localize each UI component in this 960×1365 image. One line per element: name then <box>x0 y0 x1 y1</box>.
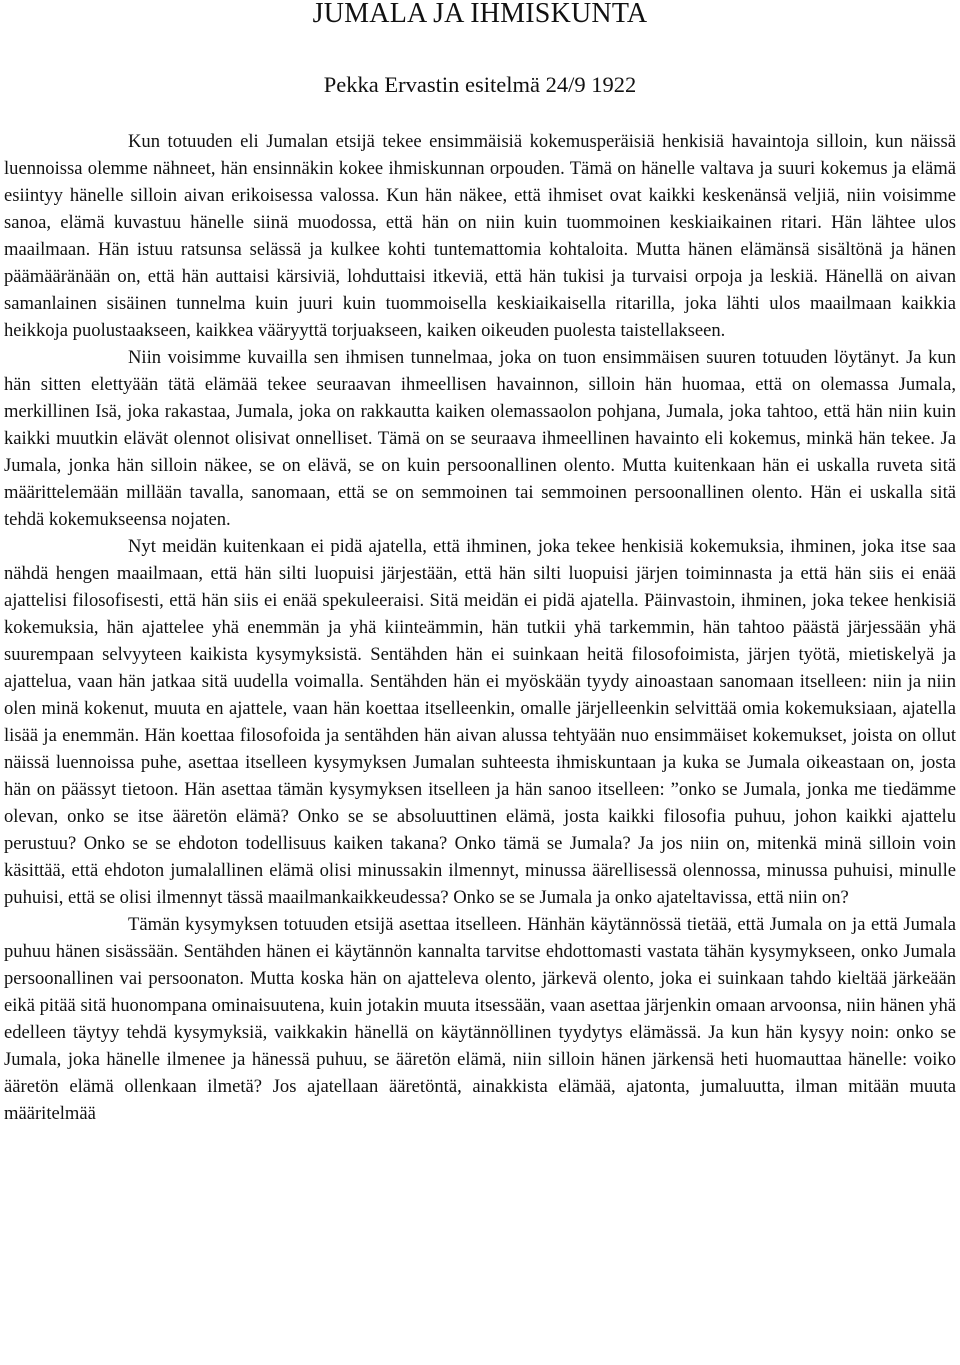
paragraph: Tämän kysymyksen totuuden etsijä asettaa itselleen. Hänhän käytännössä tietää, että Jumala on ja että Jumala puhuu hänen sisässään. Sentähden hänen ei käytännön kannalta tarvitse ehdottomasti vastata tähän kysymykseen, onko Jumala persoonallinen vai persoonaton. Mutta koska hän on ajatteleva olento, järkevä olento, joka ei suinkaan tahdo kieltää järkeään eikä pitää sitä huonompana ominaisuutena, kuin jotakin muuta itsessään, vaan asettaa järjenkin omaan arvoonsa, niin hänen yhä edelleen täytyy tehdä kysymyksiä, vaikkakin hänellä on käytännöllinen tyydytys elämässä. Ja kun hän kysyy noin: onko se Jumala, joka hänelle ilmenee ja hänessä puhuu, se ääretön elämä, niin silloin hänen järkensä heti huomauttaa hänelle: voiko ääretön elämä ollenkaan ilmetä? Jos ajatellaan ääretöntä, ainakkista elämää, ajatonta, jumaluutta, ilman mitään muuta määritelmää <box>4 914 956 1124</box>
paragraph: Kun totuuden eli Jumalan etsijä tekee ensimmäisiä kokemusperäisiä henkisiä havaintoja silloin, kun näissä luennoissa olemme nähneet, hän ensinnäkin kokee ihmiskunnan orpouden. Tämä on hänelle valtava ja suuri kokemus ja elämä esiintyy hänelle silloin aivan erikoisessa valossa. Kun hän näkee, että ihmiset ovat kaikki keskenänsä veljiä, niin voisimme sanoa, elämä kuvastuu hänelle siinä muodossa, että hän on niin kuin tuommoinen keskiaikainen ritari. Hän lähtee ulos maailmaan. Hän istuu ratsunsa selässä ja kulkee kohti tuntemattomia kohtaloita. Mutta hänen elämänsä sisältönä ja hänen päämääränään on, että hän auttaisi kärsiviä, lohduttaisi itkeviä, että hän tukisi ja turvaisi orpoja ja leskiä. Hänellä on aivan samanlainen sisäinen tunnelma kuin juuri kuin tuommoisella keskiaikaisella ritarilla, joka lähti ulos maailmaan kaikkia heikkoja puolustaakseen, kaikkea vääryyttä torjuakseen, kaiken oikeuden puolesta taistellakseen. <box>4 131 956 341</box>
document-subtitle: Pekka Ervastin esitelmä 24/9 1922 <box>323 72 637 97</box>
document-body <box>4 128 956 1127</box>
document-title: JUMALA JA IHMISKUNTA <box>312 0 648 29</box>
paragraph: Niin voisimme kuvailla sen ihmisen tunnelmaa, joka on tuon ensimmäisen suuren totuuden löytänyt. Ja kun hän sitten elettyään tätä elämää tekee seuraavan ihmeellisen havainnon, silloin hän huomaa, että on olemassa Jumala, merkillinen Isä, joka rakastaa, Jumala, joka on rakkautta kaiken olemassaolon pohjana, Jumala, joka tahtoo, että hän niin kuin kaikki muutkin elävät olennot olisivat onnelliset. Tämä on se seuraava ihmeellinen havainto eli kokemus, minkä hän tekee. Ja Jumala, jonka hän silloin näkee, se on elävä, se on kuin persoonallinen olento. Mutta kuitenkaan hän ei uskalla ruveta sitä määrittelemään millään tavalla, sanomaan, että se on semmoinen tai semmoinen persoonallinen olento. Hän ei uskalla sitä tehdä kokemukseensa nojaten. <box>4 347 956 530</box>
paragraph: Nyt meidän kuitenkaan ei pidä ajatella, että ihminen, joka tekee henkisiä kokemuksia, ihminen, joka itse saa nähdä hengen maailmaan, että hän silti luopuisi järjestään, että hän silti luopuisi järjen toiminnasta ja että hän siis ei enää ajattelisi filosofisesti, että hän siis ei enää spekuleeraisi. Sitä meidän ei pidä ajatella. Päinvastoin, ihminen, joka tekee henkisiä kokemuksia, hän ajattelee yhä enemmän ja yhä kiinteämmin, hän tutkii yhä tarkemmin, hän tahtoo päästä järjessään yhä suurempaan selvyyteen kaikista kysymyksistä. Sentähden hän ei suinkaan heitä filosofoimista, järjen työtä, mietiskelyä ja ajattelua, vaan hän jatkaa sitä uudella voimalla. Sentähden hän ei myöskään tyydy ainoastaan sanomaan itselleen: niin ja niin olen minä kokenut, muuta en ajattele, vaan hän koettaa itselleenkin, omalle järjelleenkin selvittää omia kokemuksiaan, ajatella lisää ja enemmän. Hän koettaa filosofoida ja sentähden hän aivan alussa tehtyään nuo ensimmäiset kokemukset, joista on ollut näissä luennoissa puhe, asettaa itselleen kysymyksen Jumalan suhteesta ihmiskuntaan ja kuka se Jumala oikeastaan on, josta hän on päässyt tietoon. Hän asettaa tämän kysymyksen itselleen ja hän sanoo itselleen: ”onko se Jumala, jonka me tiedämme olevan, onko se itse ääretön elämä? Onko se se absoluuttinen elämä, josta kaikki filosofia puhuu, johon kaikki ajattelu perustuu? Onko se se ehdoton todellisuus kaiken takana? Onko tämä se Jumala? Ja jos niin on, mitenkä minä silloin voin käsittää, että ehdoton jumalallinen elämä olisi minussakin ilmennyt, minussa äärellisessä olennossa, minussa puhuisi, minulle puhuisi, että se olisi ilmennyt tässä maailmankaikkeudessa? Onko se se Jumala ja onko ajateltavissa, että niin on? <box>4 536 956 908</box>
